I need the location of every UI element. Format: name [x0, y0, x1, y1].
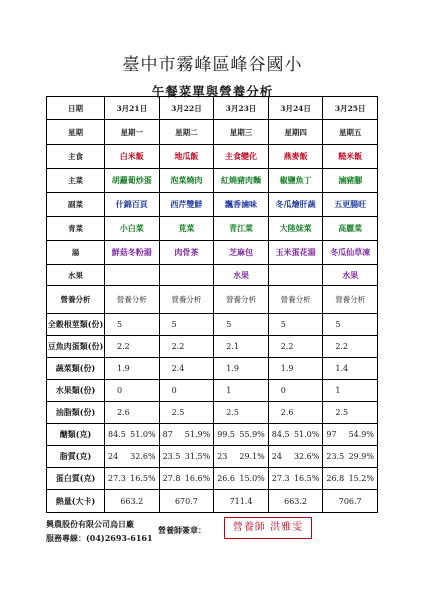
weekday-cell: 星期二	[159, 120, 214, 145]
row-label-side-dish: 副菜	[47, 193, 105, 217]
vegetable-cell: 莧菜	[159, 217, 214, 241]
calorie-value: 670.7	[159, 490, 214, 513]
carb-grams: 87	[162, 430, 173, 439]
oil-row	[47, 402, 378, 424]
fat-grams: 23.5	[326, 452, 345, 461]
carb-percent: 54.9%	[348, 430, 374, 439]
date-cell: 3月23日	[214, 97, 269, 120]
weekday-cell: 星期四	[268, 120, 323, 145]
side-dish-cell: 五更腸旺	[323, 193, 378, 217]
fat-grams: 24	[271, 452, 282, 461]
nutrition-col-header: 營養分析	[159, 286, 214, 314]
side-dish-cell: 什錦百頁	[105, 193, 160, 217]
protein-percent: 16.5%	[130, 474, 156, 483]
fruit-cell: 水果	[214, 265, 269, 286]
row-label-vegetable-serving: 蔬菜類(份)	[47, 358, 105, 380]
protein-row	[47, 468, 378, 490]
fat-percent: 31.5%	[184, 452, 211, 461]
row-label-calorie: 熱量(大卡)	[47, 490, 105, 513]
grain-row	[47, 314, 378, 336]
fat-cell	[214, 446, 269, 468]
calorie-value: 711.4	[214, 490, 269, 513]
fat-percent: 29.1%	[239, 452, 265, 461]
school-title: 臺中市霧峰區峰谷國小	[122, 55, 303, 75]
row-label-weekday: 星期	[47, 120, 105, 145]
vegetable-serving-value: 1.9	[214, 358, 269, 380]
side-dish-cell: 冬瓜燴肝蔬	[268, 193, 323, 217]
protein-grams: 27.3	[271, 474, 290, 483]
fat-cell	[159, 446, 214, 468]
fat-grams: 23	[217, 452, 228, 461]
nutrition-col-header: 營養分析	[323, 286, 378, 314]
carb-cell	[323, 424, 378, 446]
staple-cell: 主食變化	[214, 145, 269, 169]
soup-cell: 冬瓜仙草凍	[323, 241, 378, 265]
fruit-serving-value: 1	[323, 380, 378, 402]
service-hotline: 服務專線：(04)2693-6161	[46, 533, 153, 543]
menu-subtitle: 午餐菜單與營養分析	[151, 84, 274, 99]
main-dish-cell: 紅燒豬肉麵	[214, 169, 269, 193]
soup-row	[47, 241, 378, 265]
carb-row	[47, 424, 378, 446]
fat-percent: 29.9%	[348, 452, 374, 461]
protein-cell	[105, 468, 160, 490]
row-label-grain: 全穀根莖類(份)	[47, 314, 105, 336]
main-dish-row	[47, 169, 378, 193]
protein-percent: 16.5%	[293, 474, 320, 483]
oil-value: 2.5	[214, 402, 269, 424]
side-dish-cell: 飄香滷味	[214, 193, 269, 217]
row-label-staple: 主食	[47, 145, 105, 169]
vegetable-serving-value: 1.9	[105, 358, 160, 380]
fruit-row	[47, 265, 378, 286]
staple-cell: 燕麥飯	[268, 145, 323, 169]
meat-value: 2.1	[214, 336, 269, 358]
carb-cell	[214, 424, 269, 446]
staple-cell: 白米飯	[105, 145, 160, 169]
oil-value: 2.5	[323, 402, 378, 424]
side-dish-cell: 西芹雙鮮	[159, 193, 214, 217]
staple-cell: 糙米飯	[323, 145, 378, 169]
row-label-fruit-serving: 水果類(份)	[47, 380, 105, 402]
vegetable-serving-value: 1.9	[268, 358, 323, 380]
weekday-cell: 星期五	[323, 120, 378, 145]
soup-cell: 鮮菇冬粉湯	[105, 241, 160, 265]
main-dish-cell: 滷豬腳	[323, 169, 378, 193]
fat-percent: 32.6%	[293, 452, 320, 461]
fruit-serving-value: 0	[159, 380, 214, 402]
protein-cell	[214, 468, 269, 490]
protein-percent: 15.2%	[348, 474, 374, 483]
fruit-serving-row	[47, 380, 378, 402]
nutrition-header-row	[47, 286, 378, 314]
protein-percent: 16.6%	[184, 474, 211, 483]
weekday-cell: 星期三	[214, 120, 269, 145]
main-dish-cell: 胡蘿蔔炒蛋	[105, 169, 160, 193]
protein-cell	[323, 468, 378, 490]
oil-value: 2.5	[159, 402, 214, 424]
date-cell: 3月24日	[268, 97, 323, 120]
date-cell: 3月21日	[105, 97, 160, 120]
carb-cell	[159, 424, 214, 446]
fat-grams: 23.5	[162, 452, 181, 461]
fruit-cell: 水果	[323, 265, 378, 286]
protein-grams: 27.3	[108, 474, 126, 483]
fruit-serving-value: 0	[105, 380, 160, 402]
fruit-cell	[268, 265, 323, 286]
protein-grams: 27.8	[162, 474, 181, 483]
protein-cell	[159, 468, 214, 490]
calorie-value: 706.7	[323, 490, 378, 513]
carb-grams: 97	[326, 430, 337, 439]
date-cell: 3月25日	[323, 97, 378, 120]
signature-label: 營養師簽章：	[158, 525, 206, 535]
vegetable-serving-value: 1.4	[323, 358, 378, 380]
carb-percent: 55.9%	[239, 430, 265, 439]
fruit-cell	[159, 265, 214, 286]
staple-cell: 地瓜飯	[159, 145, 214, 169]
carb-percent: 51.9%	[184, 430, 211, 439]
fat-grams: 24	[108, 452, 119, 461]
protein-percent: 15.0%	[239, 474, 265, 483]
carb-percent: 51.0%	[130, 430, 156, 439]
fat-percent: 32.6%	[130, 452, 156, 461]
fruit-cell	[105, 265, 160, 286]
grain-value: 5	[214, 314, 269, 336]
weekday-cell: 星期一	[105, 120, 160, 145]
row-label-protein: 蛋白質(克)	[47, 468, 105, 490]
row-label-main-dish: 主菜	[47, 169, 105, 193]
row-label-nutrition: 營養分析	[47, 286, 105, 314]
fruit-serving-value: 1	[214, 380, 269, 402]
calorie-value: 663.2	[268, 490, 323, 513]
dietitian-stamp: 營養師 洪雅雯	[224, 517, 312, 539]
grain-value: 5	[268, 314, 323, 336]
menu-table	[46, 96, 378, 513]
date-row	[47, 97, 378, 120]
vegetable-serving-row	[47, 358, 378, 380]
fat-cell	[323, 446, 378, 468]
carb-grams: 84.5	[271, 430, 290, 439]
row-label-soup: 湯	[47, 241, 105, 265]
carb-grams: 99.5	[217, 430, 235, 439]
vegetable-serving-value: 2.4	[159, 358, 214, 380]
company-name: 興農股份有限公司烏日廠	[46, 519, 134, 529]
carb-cell	[105, 424, 160, 446]
fat-cell	[105, 446, 160, 468]
vegetable-row	[47, 217, 378, 241]
weekday-row	[47, 120, 378, 145]
vegetable-cell: 青江菜	[214, 217, 269, 241]
nutrition-col-header: 營養分析	[214, 286, 269, 314]
vegetable-cell: 高麗菜	[323, 217, 378, 241]
row-label-oil: 油脂類(份)	[47, 402, 105, 424]
carb-percent: 51.0%	[293, 430, 320, 439]
fat-row	[47, 446, 378, 468]
protein-grams: 26.8	[326, 474, 345, 483]
grain-value: 5	[159, 314, 214, 336]
row-label-fruit: 水果	[47, 265, 105, 286]
nutrition-col-header: 營養分析	[268, 286, 323, 314]
meat-value: 2.2	[323, 336, 378, 358]
meat-value: 2.2	[159, 336, 214, 358]
date-cell: 3月22日	[159, 97, 214, 120]
row-label-meat: 豆魚肉蛋類(份)	[47, 336, 105, 358]
oil-value: 2.6	[105, 402, 160, 424]
soup-cell: 肉骨茶	[159, 241, 214, 265]
row-label-date: 日期	[47, 97, 105, 120]
soup-cell: 玉米蛋花湯	[268, 241, 323, 265]
calorie-value: 663.2	[105, 490, 160, 513]
row-label-vegetable: 青菜	[47, 217, 105, 241]
side-dish-row	[47, 193, 378, 217]
staple-row	[47, 145, 378, 169]
oil-value: 2.6	[268, 402, 323, 424]
grain-value: 5	[105, 314, 160, 336]
carb-grams: 84.5	[108, 430, 126, 439]
carb-cell	[268, 424, 323, 446]
meat-row	[47, 336, 378, 358]
meat-value: 2.2	[105, 336, 160, 358]
vegetable-cell: 小白菜	[105, 217, 160, 241]
soup-cell: 芝麻包	[214, 241, 269, 265]
fat-cell	[268, 446, 323, 468]
nutrition-col-header: 營養分析	[105, 286, 160, 314]
main-dish-cell: 泡菜燒肉	[159, 169, 214, 193]
calorie-row	[47, 490, 378, 513]
row-label-carb: 醣類(克)	[47, 424, 105, 446]
main-dish-cell: 椒鹽魚丁	[268, 169, 323, 193]
meat-value: 2.2	[268, 336, 323, 358]
grain-value: 5	[323, 314, 378, 336]
fruit-serving-value: 0	[268, 380, 323, 402]
protein-grams: 26.6	[217, 474, 235, 483]
protein-cell	[268, 468, 323, 490]
row-label-fat: 脂質(克)	[47, 446, 105, 468]
vegetable-cell: 大陸妹菜	[268, 217, 323, 241]
